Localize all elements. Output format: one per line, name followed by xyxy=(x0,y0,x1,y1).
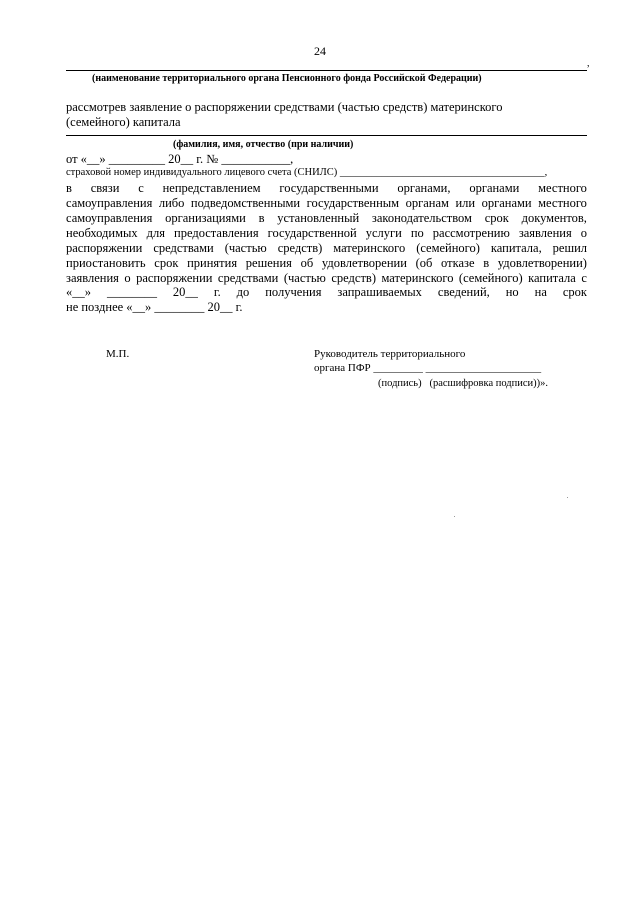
body-line-5 xyxy=(66,241,587,256)
body-word: органам xyxy=(405,196,449,210)
body-word: отказе xyxy=(441,256,475,270)
body-word: удовлетворении xyxy=(321,256,407,270)
date-number-line: от «__» _________ 20__ г. № ___________, xyxy=(66,152,294,166)
body-word: срок xyxy=(154,256,179,270)
fio-line xyxy=(66,135,587,136)
body-word: об xyxy=(300,256,314,270)
body-word: материнского xyxy=(333,241,406,255)
body-word: принятия xyxy=(187,256,238,270)
body-line-8 xyxy=(66,285,587,300)
body-word: либо xyxy=(158,196,185,210)
body-word: г. xyxy=(213,285,221,299)
body-word: или xyxy=(455,196,476,210)
body-word: запрашиваемых xyxy=(337,285,422,299)
body-word: капитала, xyxy=(490,241,542,255)
body-word: на xyxy=(534,285,547,299)
body-word: с xyxy=(138,181,144,195)
body-word: решил xyxy=(552,241,587,255)
body-word: государственными xyxy=(279,181,379,195)
snils-line: страховой номер индивидуального лицевого счета (СНИЛС) _______________________________________, xyxy=(66,167,548,178)
trailing-comma: , xyxy=(587,58,590,69)
body-word: предоставления xyxy=(174,226,259,240)
body-word: местного xyxy=(538,181,587,195)
body-word: срок xyxy=(484,211,509,225)
org-name-line xyxy=(66,70,587,71)
body-word: «__» xyxy=(66,285,91,299)
intro-line-2: (семейного) капитала xyxy=(66,115,181,129)
body-word: ________ xyxy=(106,285,157,299)
body-word: распоряжении xyxy=(136,271,213,285)
body-line-7 xyxy=(66,271,587,286)
body-word: услуги xyxy=(365,226,402,240)
body-word: подведомственными xyxy=(190,196,301,210)
body-word: удовлетворении) xyxy=(497,256,587,270)
body-word: (семейного) xyxy=(458,271,523,285)
body-word: законодательством xyxy=(371,211,472,225)
body-word: органами xyxy=(481,196,532,210)
body-word: о xyxy=(124,271,131,285)
body-word: рассмотрению xyxy=(432,226,510,240)
stamp-label: М.П. xyxy=(106,348,130,360)
page-number: 24 xyxy=(314,44,326,58)
body-word: организациями xyxy=(165,211,246,225)
body-word: непредставлением xyxy=(162,181,261,195)
body-word: распоряжении xyxy=(66,241,143,255)
body-word: (об xyxy=(415,256,433,270)
signature-captions: (подпись) (расшифровка подписи))». xyxy=(378,378,549,389)
body-line-3 xyxy=(66,211,587,226)
body-word: необходимых xyxy=(66,226,138,240)
body-word: государственным xyxy=(306,196,400,210)
body-word: средствами xyxy=(217,271,279,285)
body-word: органами, xyxy=(397,181,451,195)
body-line-2 xyxy=(66,196,587,211)
body-word: заявления xyxy=(66,271,119,285)
body-word: установленный xyxy=(277,211,360,225)
body-word: в xyxy=(66,181,72,195)
body-word: с xyxy=(581,271,587,285)
body-word: органами xyxy=(469,181,520,195)
body-word: средств) xyxy=(277,241,323,255)
body-word: в xyxy=(483,256,490,270)
org-name-caption: (наименование территориального органа Пенсионного фонда Российской Федерации) xyxy=(92,73,482,84)
body-word: документов, xyxy=(521,211,587,225)
body-word: самоуправления xyxy=(66,211,153,225)
intro-line-1: рассмотрев заявление о распоряжении средствами (частью средств) материнского xyxy=(66,100,503,114)
body-word: (семейного) xyxy=(416,241,480,255)
body-word: капитала xyxy=(528,271,576,285)
body-word: решения xyxy=(245,256,292,270)
body-word: в xyxy=(258,211,265,225)
body-word: (частью xyxy=(224,241,267,255)
body-word: материнского xyxy=(381,271,454,285)
body-line-1 xyxy=(66,181,587,196)
body-word: получения xyxy=(265,285,322,299)
body-word: приостановить xyxy=(66,256,146,270)
body-word: но xyxy=(505,285,519,299)
body-line-4 xyxy=(66,226,587,241)
body-word: (частью xyxy=(283,271,326,285)
head-title-line-1: Руководитель территориального xyxy=(314,348,466,360)
body-word: сведений, xyxy=(437,285,490,299)
body-word: по xyxy=(410,226,424,240)
body-word: средствами xyxy=(153,241,214,255)
body-word: 20__ xyxy=(172,285,198,299)
body-word: для xyxy=(146,226,166,240)
body-word: связи xyxy=(90,181,120,195)
body-word: срок xyxy=(562,285,587,299)
body-word: о xyxy=(580,226,587,240)
body-word: государственной xyxy=(267,226,357,240)
body-word: заявления xyxy=(518,226,572,240)
scan-speck xyxy=(567,497,568,498)
body-line-9: не позднее «__» ________ 20__ г. xyxy=(66,300,243,314)
body-word: до xyxy=(236,285,250,299)
head-title-line-2: органа ПФР _________ _____________________ xyxy=(314,362,542,374)
body-word: местного xyxy=(538,196,587,210)
fio-caption: (фамилия, имя, отчество (при наличии) xyxy=(173,139,354,150)
scan-speck xyxy=(454,516,455,517)
body-word: средств) xyxy=(331,271,376,285)
body-word: самоуправления xyxy=(66,196,153,210)
body-line-6 xyxy=(66,256,587,271)
